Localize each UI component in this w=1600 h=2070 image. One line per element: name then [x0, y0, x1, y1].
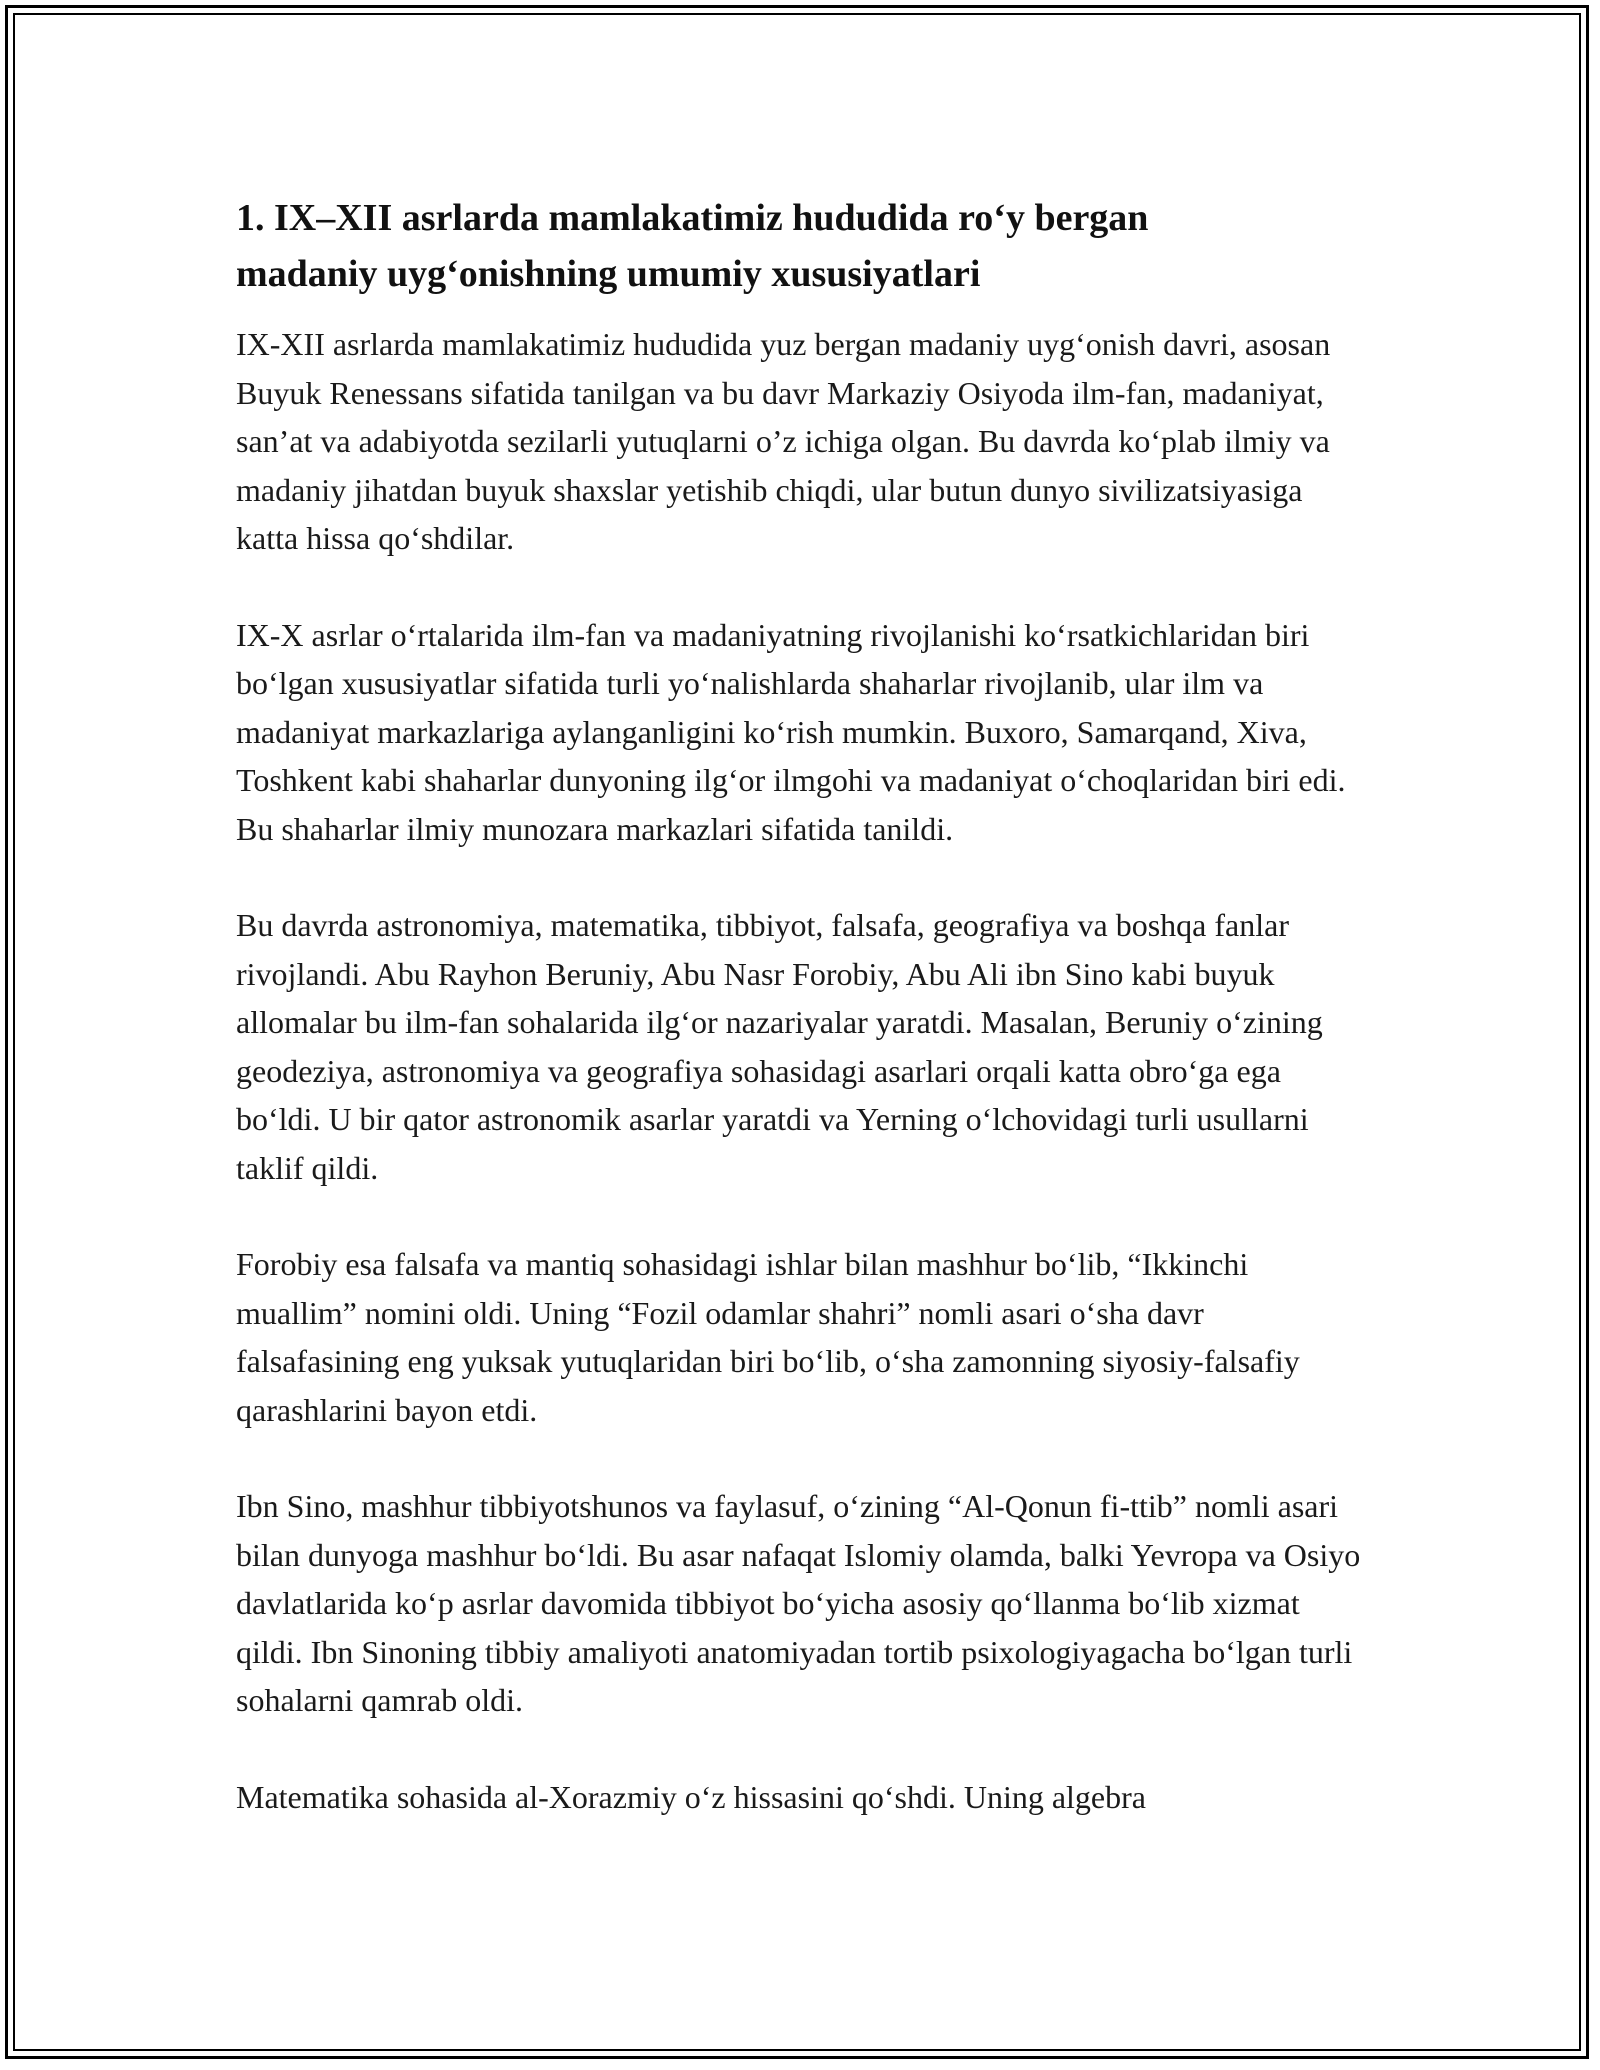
document-body [236, 190, 1366, 1869]
paragraph-4: Forobiy esa falsafa va mantiq sohasidagi ishlar bilan mashhur bo‘lib, “Ikkinchi muallim” nomini oldi. Uning “Fozil odamlar shahri” nomli asari o‘sha davr falsafasining eng yuksak yutuqlaridan biri bo‘lib, o‘sha zamonning siyosiy-falsafiy qarashlarini bayon etdi. [236, 1246, 1300, 1428]
paragraph-6: Matematika sohasida al-Xorazmiy o‘z hissasini qo‘shdi. Uning algebra [236, 1778, 1146, 1815]
paragraph-1: IX-XII asrlarda mamlakatimiz hududida yuz bergan madaniy uyg‘onish davri, asosan Buyuk Renessans sifatida tanilgan va bu davr Markaziy Osiyoda ilm-fan, madaniyat, san’at va adabiyotda sezilarli yutuqlarni o’z ichiga olgan. Bu davrda ko‘plab ilmiy va madaniy jihatdan buyuk shaxslar yetishib chiqdi, ular butun dunyo sivilizatsiyasiga katta hissa qo‘shdilar. [236, 326, 1331, 556]
paragraph-2: IX-X asrlar o‘rtalarida ilm-fan va madaniyatning rivojlanishi ko‘rsatkichlaridan biri bo‘lgan xususiyatlar sifatida turli yo‘nalishlarda shaharlar rivojlanib, ular ilm va madaniyat markazlariga aylanganligini ko‘rish mumkin. Buxoro, Samarqand, Xiva, Toshkent kabi shaharlar dunyoning ilg‘or ilmgohi va madaniyat o‘choqlaridan biri edi. Bu shaharlar ilmiy munozara markazlari sifatida tanildi. [236, 616, 1346, 847]
heading-line-2: madaniy uyg‘onishning umumiy xususiyatlari [236, 253, 981, 295]
heading-line-1: 1. IX–XII asrlarda mamlakatimiz hududida ro‘y bergan [236, 197, 1149, 239]
paragraph-5: Ibn Sino, mashhur tibbiyotshunos va faylasuf, o‘zining “Al-Qonun fi-ttib” nomli asari bilan dunyoga mashhur bo‘ldi. Bu asar nafaqat Islomiy olamda, balki Yevropa va Osiyo davlatlarida ko‘p asrlar davomida tibbiyot bo‘yicha asosiy qo‘llanma bo‘lib xizmat qildi. Ibn Sinoning tibbiy amaliyoti anatomiyadan tortib psixologiyagacha bo‘lgan turli sohalarni qamrab oldi. [236, 1488, 1361, 1718]
section-heading [236, 190, 1366, 302]
paragraph-3: Bu davrda astronomiya, matematika, tibbiyot, falsafa, geografiya va boshqa fanlar rivojlandi. Abu Rayhon Beruniy, Abu Nasr Forobiy, Abu Ali ibn Sino kabi buyuk allomalar bu ilm-fan sohalarida ilg‘or nazariyalar yaratdi. Masalan, Beruniy o‘zining geodeziya, astronomiya va geografiya sohasidagi asarlari orqali katta obro‘ga ega bo‘ldi. U bir qator astronomik asarlar yaratdi va Yerning o‘lchovidagi turli usullarni taklif qildi. [236, 907, 1323, 1186]
